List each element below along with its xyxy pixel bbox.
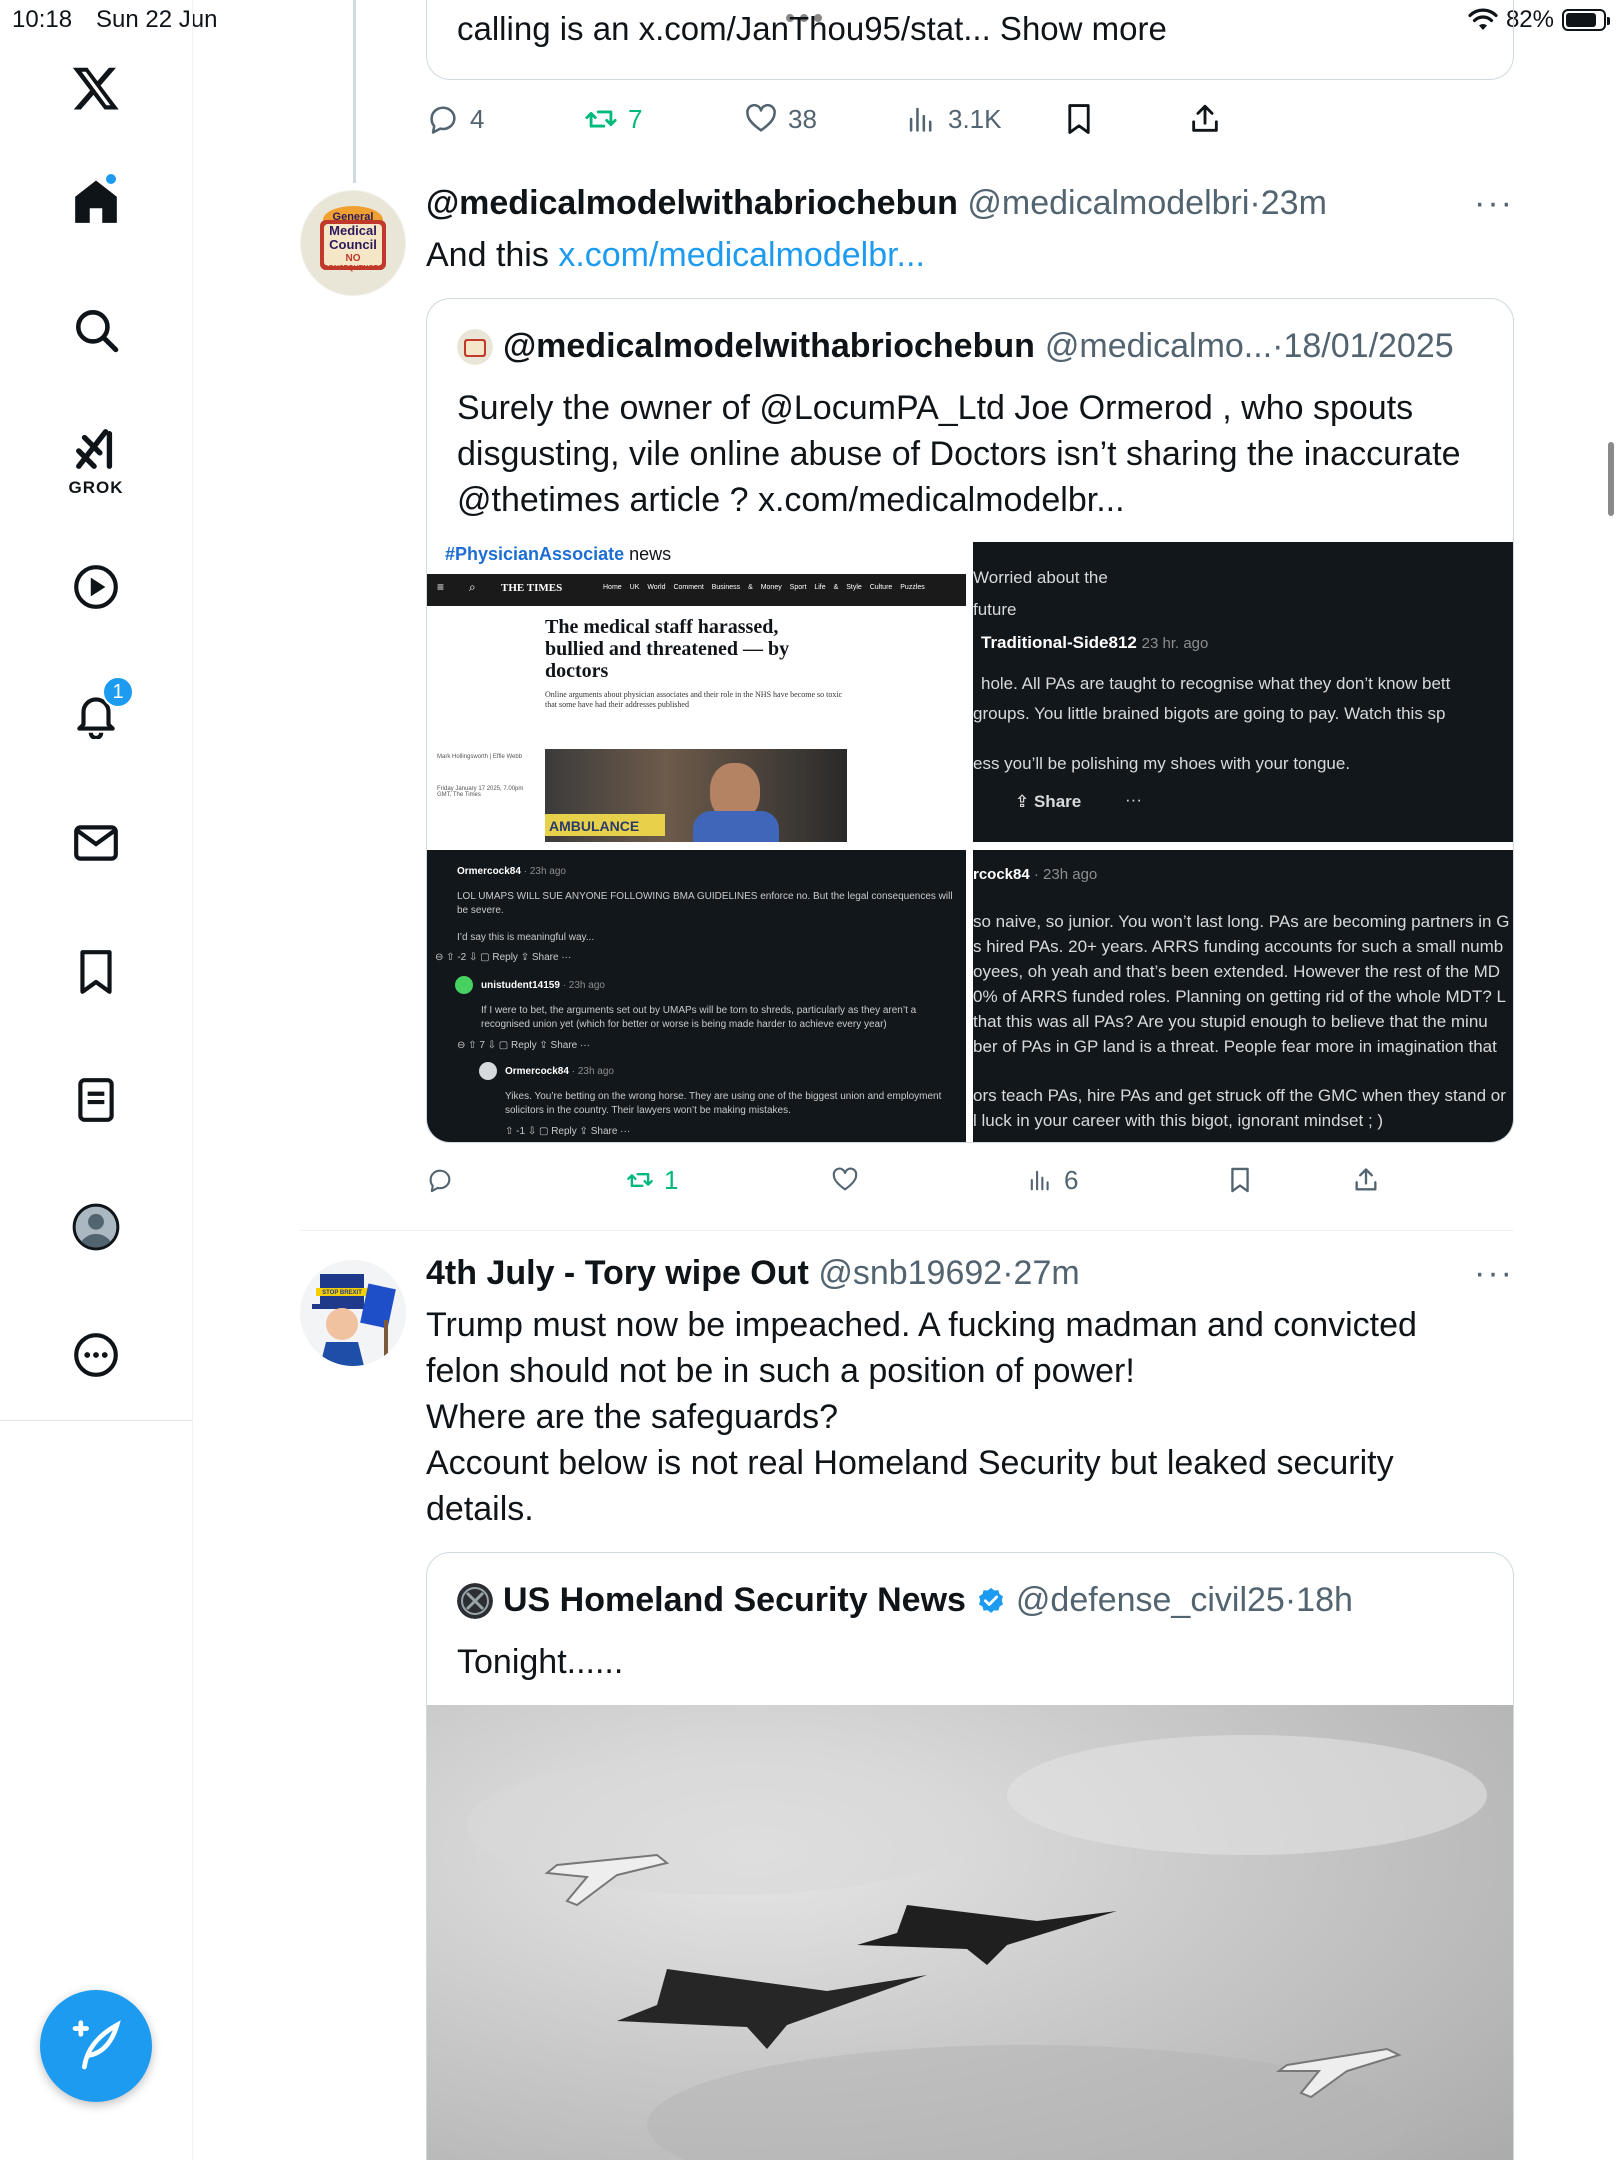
image-tile-reddit-comment[interactable]: Worried about the future Traditional-Side812 23 hr. ago hole. All PAs are taught to recognise what they don’t know bett groups. You little brained bigots are going to pay. Watch this sp ess you’ll be polishing my shoes with your tongue. ⇪ Share ··· [973, 542, 1514, 842]
status-date: Sun 22 Jun [96, 6, 218, 33]
video-icon[interactable] [56, 547, 136, 627]
repost-count: 7 [628, 103, 643, 134]
svg-text:Council: Council [329, 237, 377, 252]
image-tile-reddit-thread[interactable]: Ormercock84 · 23h ago LOL UMAPS WILL SUE ANYONE FOLLOWING BMA GUIDELINES enforce no. But the legal consequences will be severe. I’d say this is meaningful way... ⊖ ⇧ -2 ⇩ ▢ Reply ⇪ Share ··· unistudent14159 · 23h ago If I were to bet, the arguments set out by UMAPs will be torn to shreds, particularly as they aren’t a recognised union yet (which for better or worse is being made harder to achieve every year) ⊖ ⇧ 7 ⇩ ▢ Reply ⇪ Share ··· Ormercock84 · 23h ago Yikes. You’re betting on the wrong horse. They are using one of the biggest union and employment solicitors in the country. Their lawyers won’t be making mistakes. ⇧ -1 ⇩ ▢ Reply ⇪ Share ··· [427, 850, 966, 1142]
gmc-avatar-image [300, 190, 406, 296]
like-count: 38 [788, 103, 817, 134]
username-handle[interactable]: @medicalmodelbri [967, 184, 1250, 222]
tweet-text [426, 232, 1514, 278]
quote-date: 18/01/2025 [1283, 327, 1454, 365]
dot-separator: · [1249, 184, 1261, 222]
quote-dot-separator: · [1284, 1581, 1297, 1619]
grok-label: GROK [68, 478, 124, 497]
tweet-header [426, 1254, 1514, 1293]
avatar[interactable] [300, 1260, 406, 1366]
share-button[interactable] [1188, 97, 1222, 141]
timestamp[interactable]: 27m [1013, 1254, 1080, 1292]
battery-percent: 82% [1505, 6, 1554, 33]
views-chart-icon [904, 102, 938, 136]
home-icon[interactable] [56, 162, 136, 242]
previous-quote-text: calling is an x.com/JanThou95/stat... Show more [457, 10, 1167, 47]
svg-text:STOP BREXIT: STOP BREXIT [322, 1290, 362, 1296]
svg-text:NO: NO [345, 253, 361, 264]
battery-icon [1562, 9, 1606, 31]
svg-text:Medical: Medical [329, 223, 377, 238]
quote-avatar [457, 1583, 493, 1619]
tweet-text-line: details. [426, 1490, 534, 1528]
stop-brexit-avatar-image [300, 1260, 406, 1366]
tweet-header [426, 184, 1514, 223]
reddit-share: ⇪ Share [1015, 792, 1082, 811]
bookmark-button[interactable] [1062, 97, 1096, 141]
quote-handle: @defense_civil25 [1015, 1581, 1285, 1619]
x-logo-icon[interactable] [56, 48, 136, 128]
repost-button[interactable] [626, 1158, 678, 1202]
times-nav-items: Home UK World Comment Business & Money Sport Life & Style Culture Puzzles [603, 584, 925, 591]
quote-header [457, 327, 1454, 366]
grok-icon[interactable] [56, 418, 136, 498]
dot-separator: · [1002, 1254, 1014, 1292]
status-time: 10:18 [12, 6, 73, 33]
repost-icon [584, 102, 618, 136]
display-name[interactable]: @medicalmodelwithabriochebun [426, 184, 958, 222]
repost-icon [626, 1166, 654, 1194]
image-tile-reddit-reply[interactable]: rcock84 · 23h ago so naive, so junior. You won’t last long. PAs are becoming partners in G s hired PAs. 20+ years. ARRS funding accounts for such a small numb oyees, oh yeah and that’s been extended. However the rest of the MD 0% of ARRS funded roles. Planning on getting rid of the whole MDT? L that this was all PAs? Are you stupid enough to believe that the minu ber of PAs in GP land is a threat. People fear more in imagination that ors teach PAs, hire PAs and get struck off the GMC when they stand or l luck in your career with this bigot, ignorant mindset ; ) [973, 850, 1514, 1142]
views-chart-icon [1026, 1166, 1054, 1194]
verified-badge-icon [976, 1586, 1006, 1616]
compose-post-button[interactable] [40, 1990, 152, 2102]
tweet-divider [300, 1230, 1514, 1231]
tweet-text-line: Trump must now be impeached. A fucking madman and convicted [426, 1306, 1417, 1344]
article-byline: Mark Hollingsworth | Effie Webb [437, 754, 523, 760]
reply-count: 4 [470, 103, 485, 134]
profile-avatar-icon[interactable] [56, 1187, 136, 1267]
like-button[interactable] [744, 97, 817, 141]
svg-text:General: General [332, 211, 374, 223]
quote-avatar [457, 329, 493, 365]
image-tile-times-article[interactable] [427, 542, 966, 842]
bookmark-icon [1062, 102, 1096, 136]
scrollbar-thumb[interactable] [1608, 442, 1614, 516]
aircraft-formation-image [427, 1705, 1514, 2160]
lists-icon[interactable] [56, 1060, 136, 1140]
quoted-tweet-card[interactable] [426, 1552, 1514, 2160]
reply-icon [426, 1166, 454, 1194]
article-dateline: Friday January 17 2025, 7.00pm GMT, The Times [437, 786, 524, 798]
sidebar-divider [0, 1420, 193, 1421]
tweet-text-prefix: And this [426, 236, 559, 274]
quote-header [457, 1581, 1353, 1620]
tweet-text-line: Where are the safeguards? [426, 1398, 839, 1436]
times-nav-bar: ≡ ⌕ THE TIMES Home UK World Comment Business & Money Sport Life & Style Culture Puzzles [427, 574, 966, 606]
home-new-dot [104, 172, 118, 186]
reply-icon [426, 102, 460, 136]
quote-display-name: US Homeland Security News [503, 1581, 966, 1619]
quote-handle: @medicalmo... [1044, 327, 1273, 365]
quote-image-grid [427, 542, 1514, 1142]
repost-count: 1 [664, 1164, 679, 1195]
svg-text:CONSEQUENCES: CONSEQUENCES [323, 265, 383, 272]
views-count: 6 [1064, 1164, 1079, 1195]
messages-envelope-icon[interactable] [56, 803, 136, 883]
previous-quote-card[interactable] [426, 0, 1514, 80]
article-photo: AMBULANCE [545, 749, 847, 842]
image-hashtag-line: #PhysicianAssociate news [445, 544, 672, 564]
reply-button[interactable] [426, 1158, 454, 1202]
tweet-text-line: felon should not be in such a position of power! [426, 1352, 1135, 1390]
tweet-text [426, 1302, 1514, 1532]
quote-time: 18h [1296, 1581, 1353, 1619]
bookmark-icon [1226, 1166, 1254, 1194]
notifications-bell-icon[interactable] [56, 674, 136, 754]
bombers-photo[interactable] [427, 1705, 1514, 2160]
search-icon[interactable] [56, 290, 136, 370]
share-button[interactable] [1352, 1158, 1380, 1202]
views-count: 3.1K [948, 103, 1002, 134]
bookmark-button[interactable] [1226, 1158, 1254, 1202]
tweet-link[interactable]: x.com/medicalmodelbr... [558, 236, 925, 274]
tweet-text-line: Account below is not real Homeland Security but leaked security [426, 1444, 1394, 1482]
more-options-icon[interactable]: ··· [1474, 184, 1514, 222]
quote-text: Surely the owner of @LocumPA_Ltd Joe Ormerod , who spouts disgusting, vile online abuse of Doctors isn’t sharing the inaccurate @thetimes article ? x.com/medicalmodelbr... [457, 389, 1461, 519]
quote-display-name: @medicalmodelwithabriochebun [503, 327, 1035, 365]
quoted-tweet-card[interactable] [426, 298, 1514, 1143]
bookmark-icon[interactable] [56, 932, 136, 1012]
article-standfirst: Online arguments about physician associates and their role in the NHS have become so toxic that some have had their addresses published [545, 690, 843, 709]
views-button[interactable] [904, 97, 1002, 141]
like-button[interactable] [831, 1158, 859, 1202]
repost-button[interactable] [584, 97, 642, 141]
display-name[interactable]: 4th July - Tory wipe Out [426, 1254, 809, 1292]
share-icon [1188, 102, 1222, 136]
notifications-badge: 1 [102, 676, 134, 708]
views-button[interactable] [1026, 1158, 1078, 1202]
reply-button[interactable] [426, 97, 484, 141]
like-heart-icon [831, 1166, 859, 1194]
username-handle[interactable]: @snb19692 [818, 1254, 1003, 1292]
like-heart-icon [744, 102, 778, 136]
compose-feather-icon [68, 2018, 124, 2074]
quote-dot-separator: · [1272, 327, 1284, 365]
more-options-icon[interactable]: ··· [1474, 1254, 1514, 1292]
thread-connector-line [353, 0, 356, 183]
article-headline: The medical staff harassed, bullied and threatened — by doctors [545, 616, 790, 682]
more-circle-icon[interactable] [56, 1315, 136, 1395]
share-icon [1352, 1166, 1380, 1194]
avatar[interactable] [300, 190, 406, 296]
timeline-feed [194, 0, 1514, 2160]
quote-text: Tonight...... [457, 1643, 624, 1681]
sidebar [0, 0, 193, 2160]
timestamp[interactable]: 23m [1260, 184, 1327, 222]
